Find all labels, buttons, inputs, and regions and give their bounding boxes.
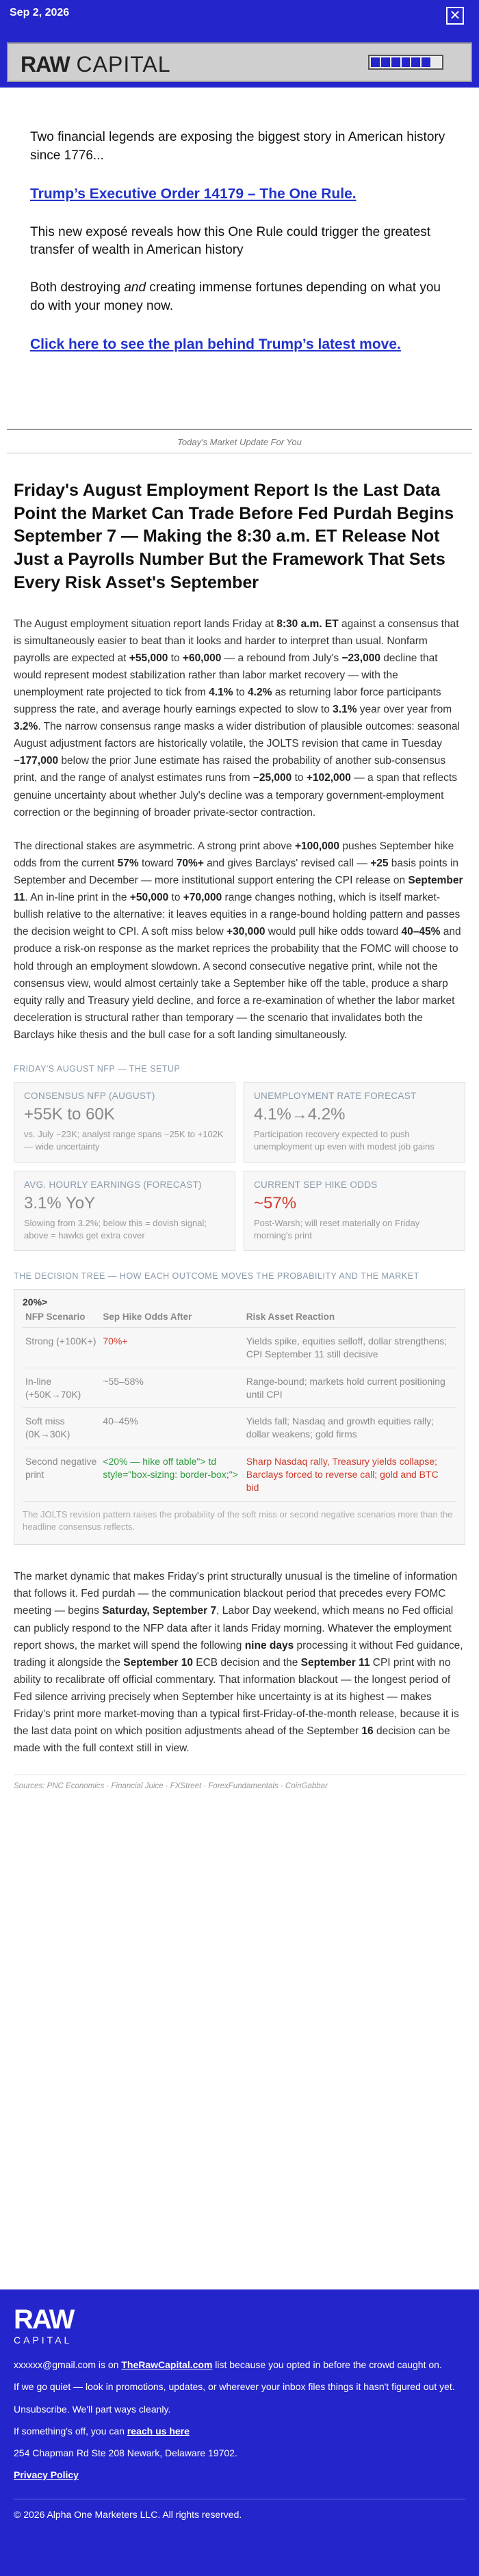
decision-tree-table (23, 1307, 456, 1502)
close-icon[interactable]: ✕ (446, 7, 464, 25)
decision-tree-note: The JOLTS revision pattern raises the probability of the soft miss or second negative scenarios more than the headline consensus reflects. (23, 1509, 453, 1532)
reaction-cell: Yields fall; Nasdaq and growth equities rally; dollar weakens; gold firms (244, 1408, 456, 1448)
footer-site-link[interactable]: TheRawCapital.com (121, 2359, 213, 2370)
article (0, 453, 479, 1791)
hike-odds-cell: <20% — hike off table"> td style="box-sizing: border-box;"> (100, 1448, 243, 1502)
card-hike-odds: CURRENT SEP HIKE ODDS ~57% Post-Warsh; will reset materially on Friday morning's print (244, 1171, 465, 1251)
footer-inbox-note: If we go quiet — look in promotions, updates, or wherever your inbox files things it hasn't figured out yet. (14, 2381, 455, 2393)
promo-section (0, 88, 479, 401)
table-row (23, 1327, 456, 1368)
col-reaction: Risk Asset Reaction (244, 1307, 456, 1328)
progress-bar (368, 55, 443, 70)
promo-intro: Two financial legends are exposing the biggest story in American history since 1776... (30, 130, 445, 163)
decision-tree-title: THE DECISION TREE — HOW EACH OUTCOME MOVES THE PROBABILITY AND THE MARKET (14, 1271, 419, 1281)
scenario-cell: Soft miss (0K→30K) (23, 1408, 100, 1448)
table-row (23, 1448, 456, 1502)
footer-logo-sub: CAPITAL (14, 2335, 73, 2346)
table-row (23, 1408, 456, 1448)
col-scenario: NFP Scenario (23, 1307, 100, 1328)
footer-copyright: © 2026 Alpha One Marketers LLC. All rights reserved. (14, 2499, 465, 2520)
card-unemployment-rate: UNEMPLOYMENT RATE FORECAST 4.1%→4.2% Participation recovery expected to push unemployment up even with modest job gains (244, 1082, 465, 1162)
sources: Sources: PNC Economics · Financial Juice · FXStreet · ForexFundamentals · CoinGabbar (14, 1775, 465, 1790)
footer-unsubscribe[interactable]: Unsubscribe. We'll part ways cleanly. (14, 2403, 171, 2415)
footer-privacy-link[interactable]: Privacy Policy (14, 2469, 79, 2481)
header-banner (0, 0, 479, 88)
footer (0, 2289, 479, 2576)
footer-logo: RAW (14, 2305, 74, 2335)
hike-odds-cell: 40–45% (100, 1408, 243, 1448)
logo-word-capital: CAPITAL (76, 52, 171, 77)
footer-optin: xxxxxx@gmail.com is on TheRawCapital.com list because you opted in before the crowd caught on. (14, 2359, 442, 2370)
article-title: Friday's August Employment Report Is the Last Data Point the Market Can Trade Before Fed Purdah Begins September 7 — Making the 8:30 a.m. ET Release Not Just a Payrolls Number But the Framework That Sets Every Risk Asset's September (14, 480, 454, 592)
reaction-cell: Range-bound; markets hold current positioning until CPI (244, 1368, 456, 1408)
card-hourly-earnings: AVG. HOURLY EARNINGS (FORECAST) 3.1% YoY Slowing from 3.2%; below this = dovish signal; above = hawks get extra cover (14, 1171, 235, 1251)
table-row (23, 1368, 456, 1408)
reaction-cell: Sharp Nasdaq rally, Treasury yields collapse; Barclays forced to reverse call; gold and BTC bid (244, 1448, 456, 1502)
hike-odds-cell: ~55–58% (100, 1368, 243, 1408)
hike-odds-cell: 70%+ (100, 1327, 243, 1368)
footer-contact-link[interactable]: reach us here (127, 2425, 190, 2436)
article-paragraph-1: The August employment situation report lands Friday at 8:30 a.m. ET against a consensus that is simultaneously easier to beat than it looks and harder to interpret than usual. Nonfarm payrolls are expected at +55,000 to +60,000 — a rebound from July's −23,000 decline that would represent modest stabilization rather than labor market recovery — with the unemployment rate projected to tick from 4.1% to 4.2% as returning labor force participants suppress the rate, and average hourly earnings expected to slow to 3.1% year over year from 3.2%. The narrow consensus range masks a wider distribution of plausible outcomes: seasonal August adjustment factors are historically volatile, the JOLTS revision that came in Tuesday −177,000 below the prior June estimate has raised the probability of another sub-consensus print, and the range of analyst estimates runs from −25,000 to +102,000 — a span that reflects genuine uncertainty about whether July's decline was a temporary government-employment correction or the beginning of broader private-sector contraction. (14, 618, 460, 819)
card-consensus-nfp: CONSENSUS NFP (AUGUST) +55K to 60K vs. July −23K; analyst range spans −25K to +102K — wide uncertainty (14, 1082, 235, 1162)
scenario-cell: Strong (+100K+) (23, 1327, 100, 1368)
article-kicker: Today's Market Update For You (7, 430, 472, 453)
reaction-cell: Yields spike, equities selloff, dollar strengthens; CPI September 11 still decisive (244, 1327, 456, 1368)
setup-cards (14, 1082, 465, 1251)
logo-word-raw: RAW (21, 52, 70, 77)
col-hike-odds: Sep Hike Odds After (100, 1307, 243, 1328)
decision-tree (14, 1289, 465, 1545)
header-date: Sep 2, 2026 (10, 7, 70, 18)
logo (21, 52, 171, 77)
footer-address: 254 Chapman Rd Ste 208 Newark, Delaware 19702. (14, 2447, 237, 2459)
footer-contact: If something's off, you can reach us here (14, 2425, 190, 2436)
header-logo-bar (7, 42, 472, 82)
scenario-cell: In-line (+50K→70K) (23, 1368, 100, 1408)
promo-link-plan[interactable]: Click here to see the plan behind Trump’s latest move. (30, 336, 401, 353)
article-paragraph-3: The market dynamic that makes Friday's print structurally unusual is the timeline of information that follows it. Fed purdah — the communication blackout period that precedes every FOMC meeting — begins Saturday, September 7, Labor Day weekend, which means no Fed official can publicly respond to the NFP data after it lands Friday morning. Whatever the employment report shows, the market will spend the following nine days processing it without Fed guidance, trading it alongside the September 10 ECB decision and the September 11 CPI print with no ability to recalibrate off official commentary. That information blackout — the longest period of Fed silence arriving precisely when September hike uncertainty is at its highest — makes Friday's print more market-moving than a typical first-Friday-of-the-month release, because it is the last data point on which position adjustments ahead of the September 16 decision can be made with the full context still in view. (14, 1571, 463, 1755)
setup-section-title: FRIDAY'S AUGUST NFP — THE SETUP (14, 1064, 181, 1074)
decision-tree-head: 20%> (23, 1296, 48, 1307)
promo-link-executive-order[interactable]: Trump’s Executive Order 14179 – The One Rule. (30, 186, 357, 202)
promo-fortunes: Both destroying and creating immense fortunes depending on what you do with your money now. (30, 280, 441, 313)
promo-expose: This new exposé reveals how this One Rule could trigger the greatest transfer of wealth in American history (30, 224, 431, 258)
article-paragraph-2: The directional stakes are asymmetric. A strong print above +100,000 pushes September hike odds from the current 57% toward 70%+ and gives Barclays' revised call — +25 basis points in September and December — more institutional support entering the CPI release on September 11. An in-line print in the +50,000 to +70,000 range changes nothing, which is itself market-bullish relative to the alternative: it leaves equities in a range-bound holding pattern and passes the decision weight to CPI. A soft miss below +30,000 would pull hike odds toward 40–45% and produce a risk-on response as the market reprices the probability that the FOMC will choose to hold through an employment slowdown. A second consecutive negative print, while not the consensus view, would almost certainly take a September hike off the table, produce a sharp equity rally and Treasury yield decline, and force a re-examination of whether the labor market deceleration is structural rather than temporary — the scenario that invalidates both the Barclays hike thesis and the bull case for a soft landing simultaneously. (14, 840, 463, 1041)
scenario-cell: Second negative print (23, 1448, 100, 1502)
